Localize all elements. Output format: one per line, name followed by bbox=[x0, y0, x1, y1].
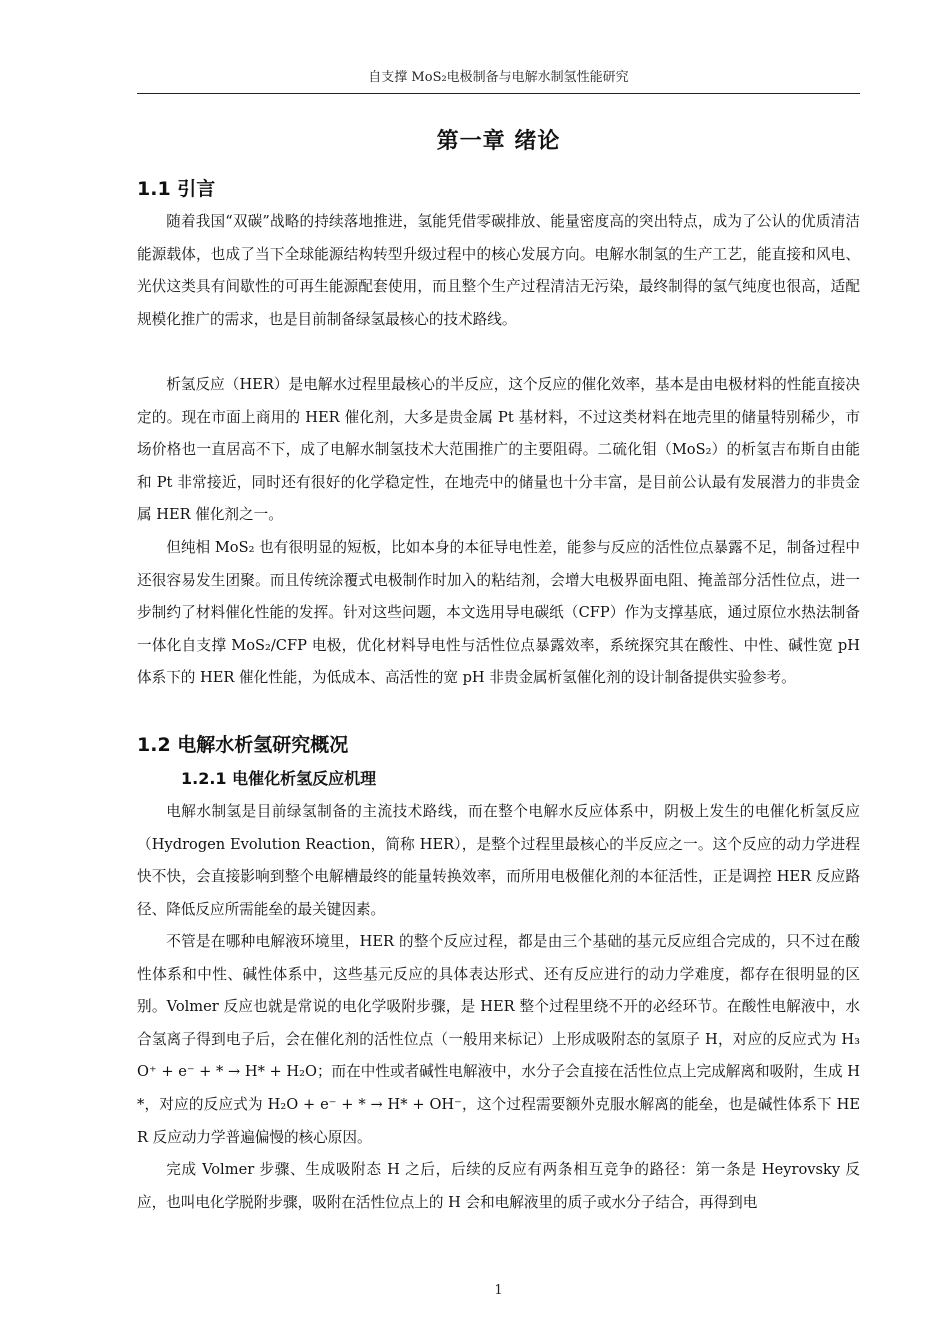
paragraph: 完成 Volmer 步骤、生成吸附态 H 之后，后续的反应有两条相互竞争的路径：第一条是 Heyrovsky 反应，也叫电化学脱附步骤，吸附在活性位点上的 H 会和电解液里的质子或水分子结合，再得到电 bbox=[137, 1161, 860, 1211]
subsection-heading-1-2-1: 1.2.1 电催化析氢反应机理 bbox=[181, 769, 377, 788]
paragraph: 但纯相 MoS₂ 也有很明显的短板，比如本身的本征导电性差，能参与反应的活性位点暴露不足，制备过程中还很容易发生团聚。而且传统涂覆式电极制作时加入的粘结剂，会增大电极界面电阻、掩盖部分活性位点，进一步制约了材料催化性能的发挥。针对这些问题，本文选用导电碳纸（CFP）作为支撑基底，通过原位水热法制备一体化自支撑 MoS₂/CFP 电极，优化材料导电性与活性位点暴露效率，系统探究其在酸性、中性、碱性宽 pH 体系下的 HER 催化性能，为低成本、高活性的宽 pH 非贵金属析氢催化剂的设计制备提供实验参考。 bbox=[137, 539, 860, 687]
document-body bbox=[137, 172, 860, 1219]
chapter-title: 第一章 绪论 bbox=[436, 129, 561, 154]
paragraph: 不管是在哪种电解液环境里，HER 的整个反应过程，都是由三个基础的基元反应组合完成的，只不过在酸性体系和中性、碱性体系中，这些基元反应的具体表达形式、还有反应进行的动力学难度，都存在很明显的区别。Volmer 反应也就是常说的电化学吸附步骤，是 HER 整个过程里绕不开的必经环节。在酸性电解液中，水合氢离子得到电子后，会在催化剂的活性位点（一般用来标记）上形成吸附态的氢原子 H，对应的反应式为 H₃O⁺ + e⁻ + * → H* + H₂O；而在中性或者碱性电解液中，水分子会直接在活性位点上完成解离和吸附，生成 H*，对应的反应式为 H₂O + e⁻ + * → H* + OH⁻，这个过程需要额外克服水解离的能垒，也是碱性体系下 HER 反应动力学普遍偏慢的核心原因。 bbox=[137, 933, 860, 1146]
header-rule bbox=[137, 93, 860, 94]
section-heading-1-1: 1.1 引言 bbox=[137, 178, 216, 200]
section-heading-1-2: 1.2 电解水析氢研究概况 bbox=[137, 734, 349, 756]
page-number: 1 bbox=[494, 1283, 503, 1298]
paragraph: 析氢反应（HER）是电解水过程里最核心的半反应，这个反应的催化效率，基本是由电极材料的性能直接决定的。现在市面上商用的 HER 催化剂，大多是贵金属 Pt 基材料，不过这类材料在地壳里的储量特别稀少，市场价格也一直居高不下，成了电解水制氢技术大范围推广的主要阻碍。二硫化钼（MoS₂）的析氢吉布斯自由能和 Pt 非常接近，同时还有很好的化学稳定性，在地壳中的储量也十分丰富，是目前公认最有发展潜力的非贵金属 HER 催化剂之一。 bbox=[137, 376, 860, 524]
paragraph: 随着我国“双碳”战略的持续落地推进，氢能凭借零碳排放、能量密度高的突出特点，成为了公认的优质清洁能源载体，也成了当下全球能源结构转型升级过程中的核心发展方向。电解水制氢的生产工艺，能直接和风电、光伏这类具有间歇性的可再生能源配套使用，而且整个生产过程清洁无污染，最终制得的氢气纯度也很高，适配规模化推广的需求，也是目前制备绿氢最核心的技术路线。 bbox=[137, 213, 860, 328]
running-header: 自支撑 MoS₂电极制备与电解水制氢性能研究 bbox=[368, 70, 629, 85]
paragraph: 电解水制氢是目前绿氢制备的主流技术路线，而在整个电解水反应体系中，阴极上发生的电催化析氢反应（Hydrogen Evolution Reaction，简称 HER），是整个过程里最核心的半反应之一。这个反应的动力学进程快不快，会直接影响到整个电解槽最终的能量转换效率，而所用电极催化剂的本征活性，正是调控 HER 反应路径、降低反应所需能垒的最关键因素。 bbox=[137, 803, 860, 918]
